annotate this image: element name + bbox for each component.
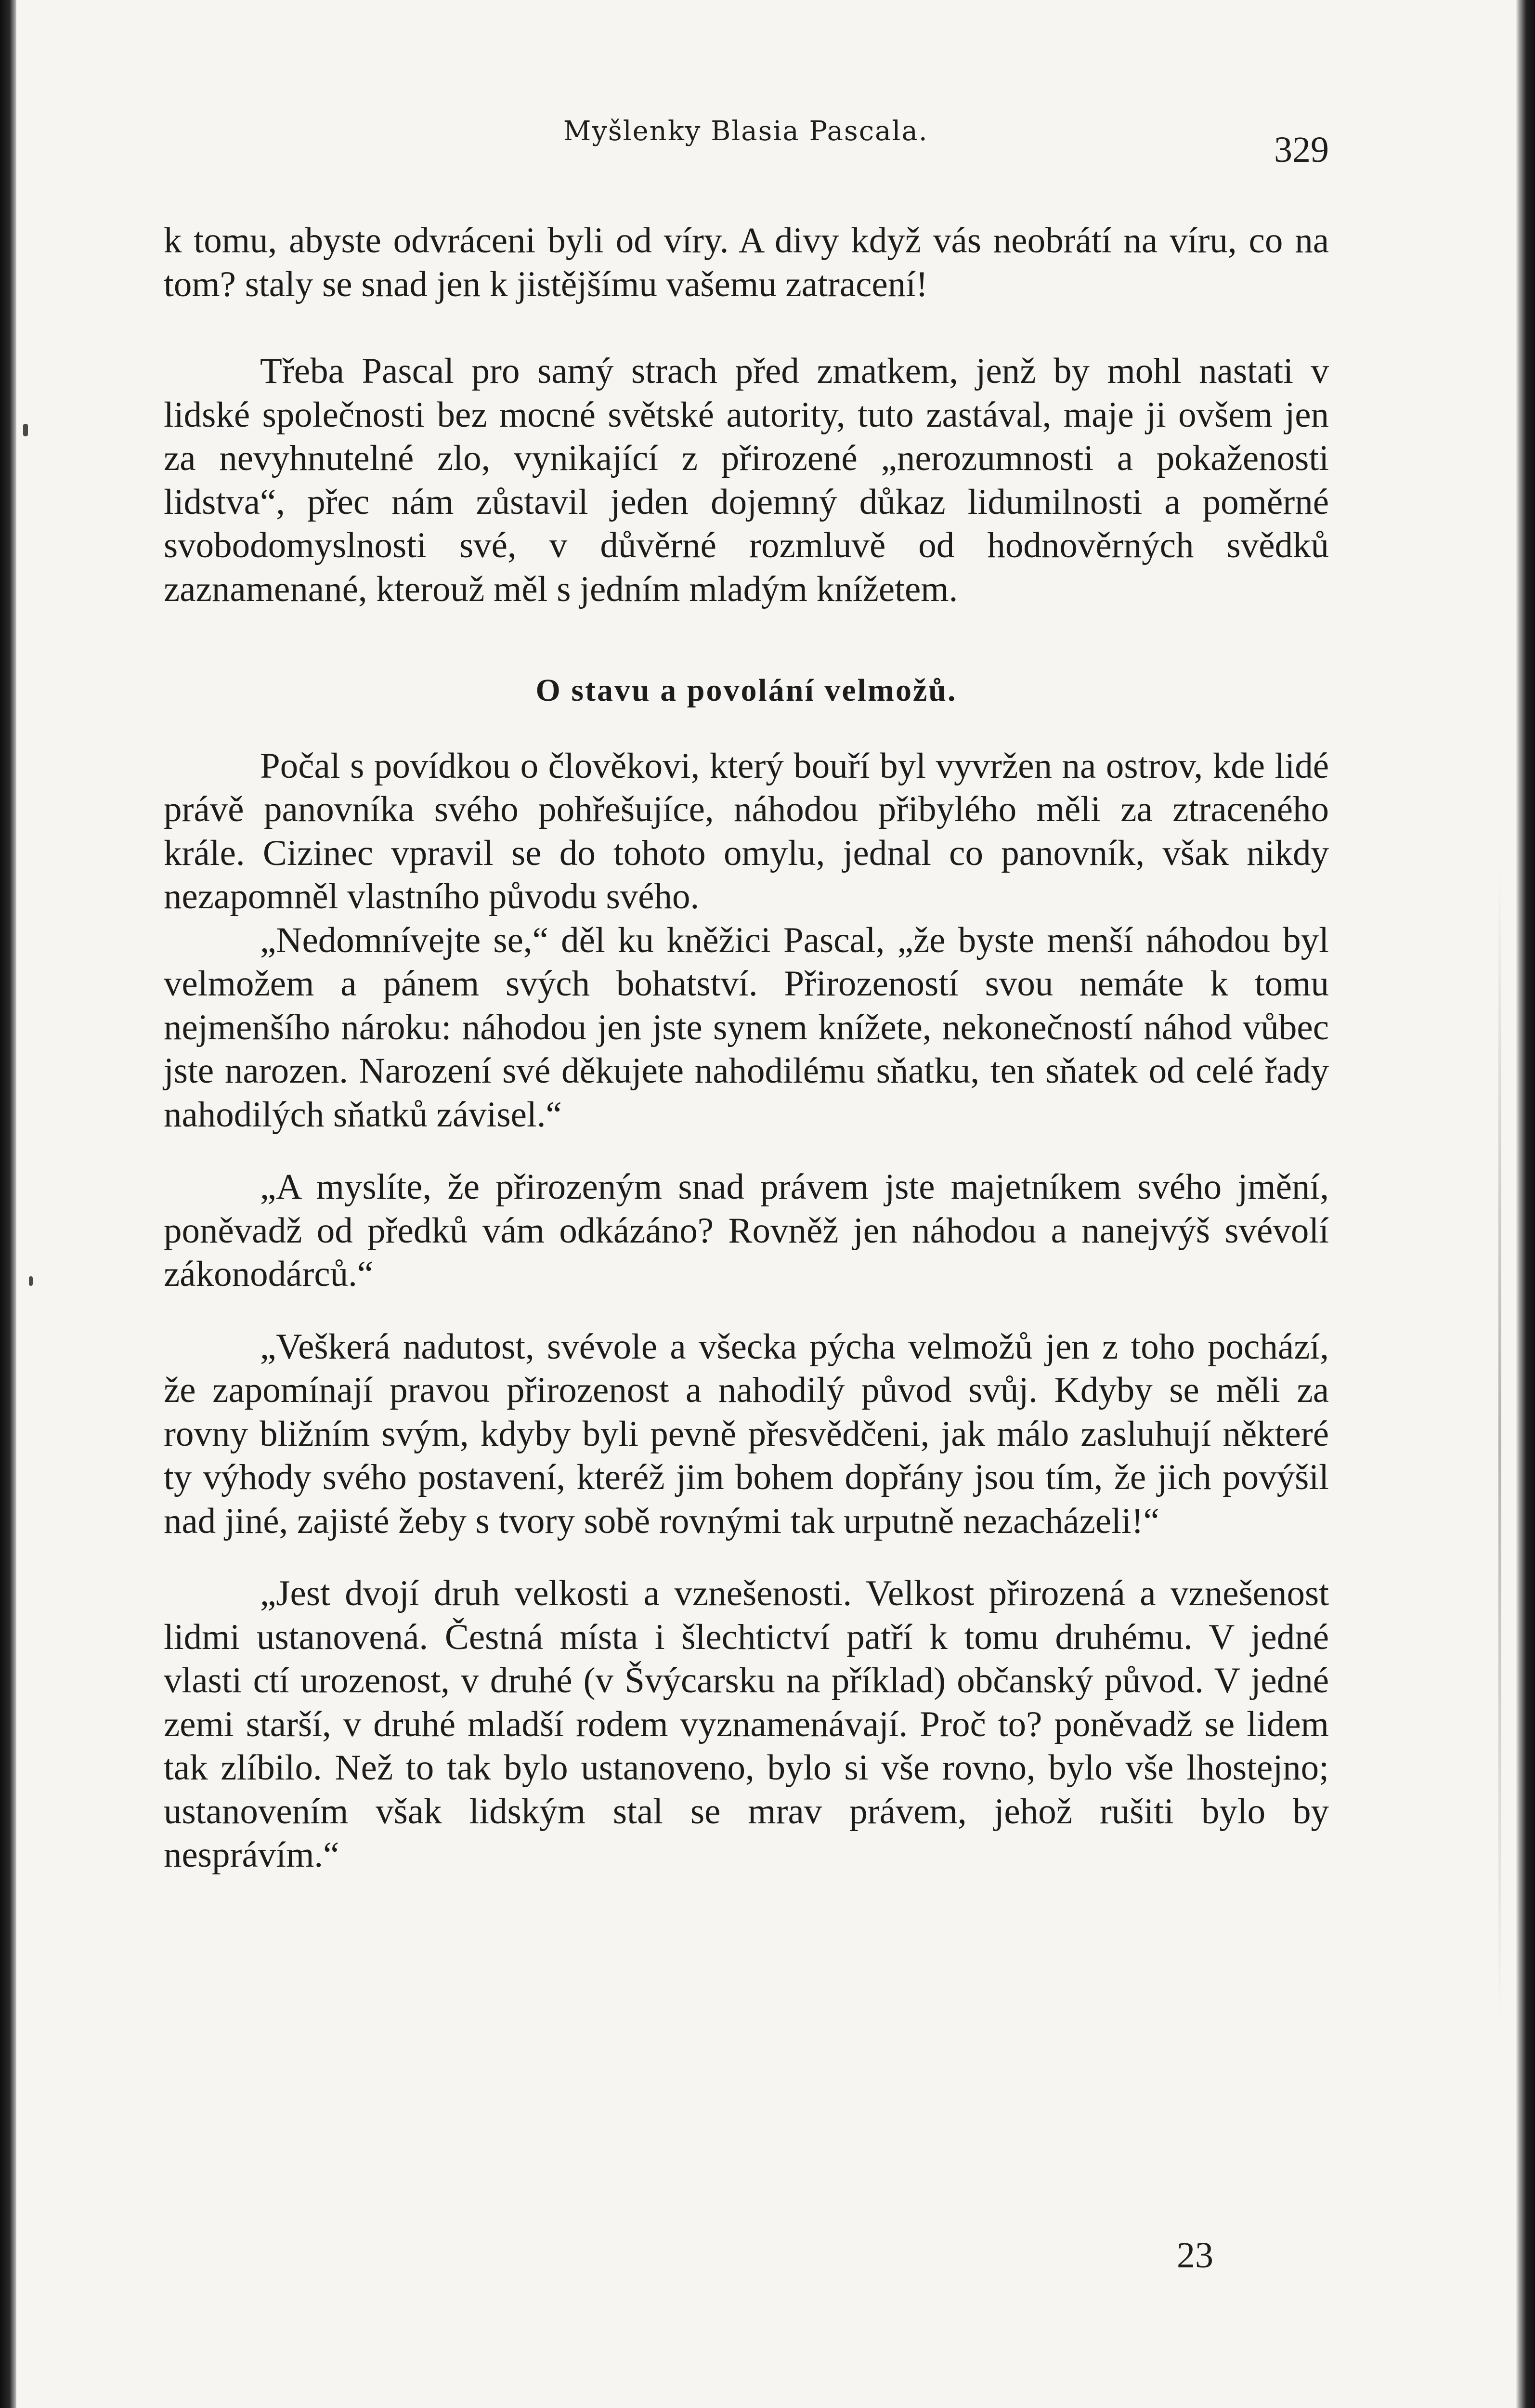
section-heading: O stavu a povolání velmožů. (535, 673, 957, 708)
paragraph: „Nedomnívejte se,“ děl ku kněžici Pascal, „že byste menší náhodou byl velmožem a pánem svých bohatství. Přirozeností svou nemáte k tomu nejmenšího nároku: náhodou jen jste synem knížete, nekonečností náhod vůbec jste narozen. Narození své děkujete nahodilému sňatku, ten sňatek od celé řady nahodilých sňatků závisel.“ (164, 920, 1329, 1135)
paragraph: Počal s povídkou o člověkovi, který bouří byl vyvržen na ostrov, kde lidé právě panovníka svého pohřešujíce, náhodou přibylého měli za ztraceného krále. Cizinec vpravil se do tohoto omylu, jednal co panovník, však nikdy nezapomněl vlastního původu svého. (164, 746, 1329, 916)
body-text (164, 219, 1329, 1877)
paragraph: „Jest dvojí druh velkosti a vznešenosti. Velkost přirozená a vznešenost lidmi ustanovená. Čestná místa i šlechtictví patří k tomu druhému. V jedné vlasti ctí urozenost, v druhé (v Švýcarsku na příklad) občanský původ. V jedné zemi starší, v druhé mladší rodem vyznamenávají. Proč to? poněvadž se lidem tak zlíbilo. Než to tak bylo ustanoveno, bylo si vše rovno, bylo vše lhostejno; ustanovením však lidským stal se mrav právem, jehož rušiti bylo by nesprávím.“ (164, 1573, 1329, 1875)
page-number: 329 (1274, 130, 1329, 170)
gutter-mark (23, 424, 28, 436)
signature-mark: 23 (1177, 2235, 1213, 2276)
scan-right-edge (1516, 0, 1535, 2408)
running-head (164, 116, 1329, 169)
page-curl-shadow (1498, 867, 1501, 2023)
paragraph: Třeba Pascal pro samý strach před zmatkem, jenž by mohl nastati v lidské společnosti bez mocné světské autority, tuto zastával, maje ji ovšem jen za nevyhnutelné zlo, vynikající z přirozené „nerozumnosti a pokaženosti lidstva“, přec nám zůstavil jeden dojemný důkaz lidumilnosti a poměrné svobodomyslnosti své, v důvěrné rozmluvě od hodnověrných svědků zaznamenané, kterouž měl s jedním mladým knížetem. (164, 351, 1329, 609)
paragraph: k tomu, abyste odvráceni byli od víry. A divy když vás neobrátí na víru, co na tom? staly se snad jen k jistějšímu vašemu zatracení! (164, 221, 1329, 304)
scan-left-edge (0, 0, 16, 2408)
gutter-mark (29, 1276, 33, 1286)
paragraph: „A myslíte, že přirozeným snad právem jste majetníkem svého jmění, poněvadž od předků vám odkázáno? Rovněž jen náhodou a nanejvýš svévolí zákonodárců.“ (164, 1167, 1329, 1294)
running-title: Myšlenky Blasia Pascala. (563, 116, 928, 147)
paragraph: „Veškerá nadutost, svévole a všecka pýcha velmožů jen z toho pochází, že zapomínají pravou přirozenost a nahodilý původ svůj. Kdyby se měli za rovny bližním svým, kdyby byli pevně přesvědčeni, jak málo zasluhují některé ty výhody svého postavení, kteréž jim bohem dopřány jsou tím, že jich povýšil nad jiné, zajisté žeby s tvory sobě rovnými tak urputně nezacházeli!“ (164, 1326, 1329, 1541)
